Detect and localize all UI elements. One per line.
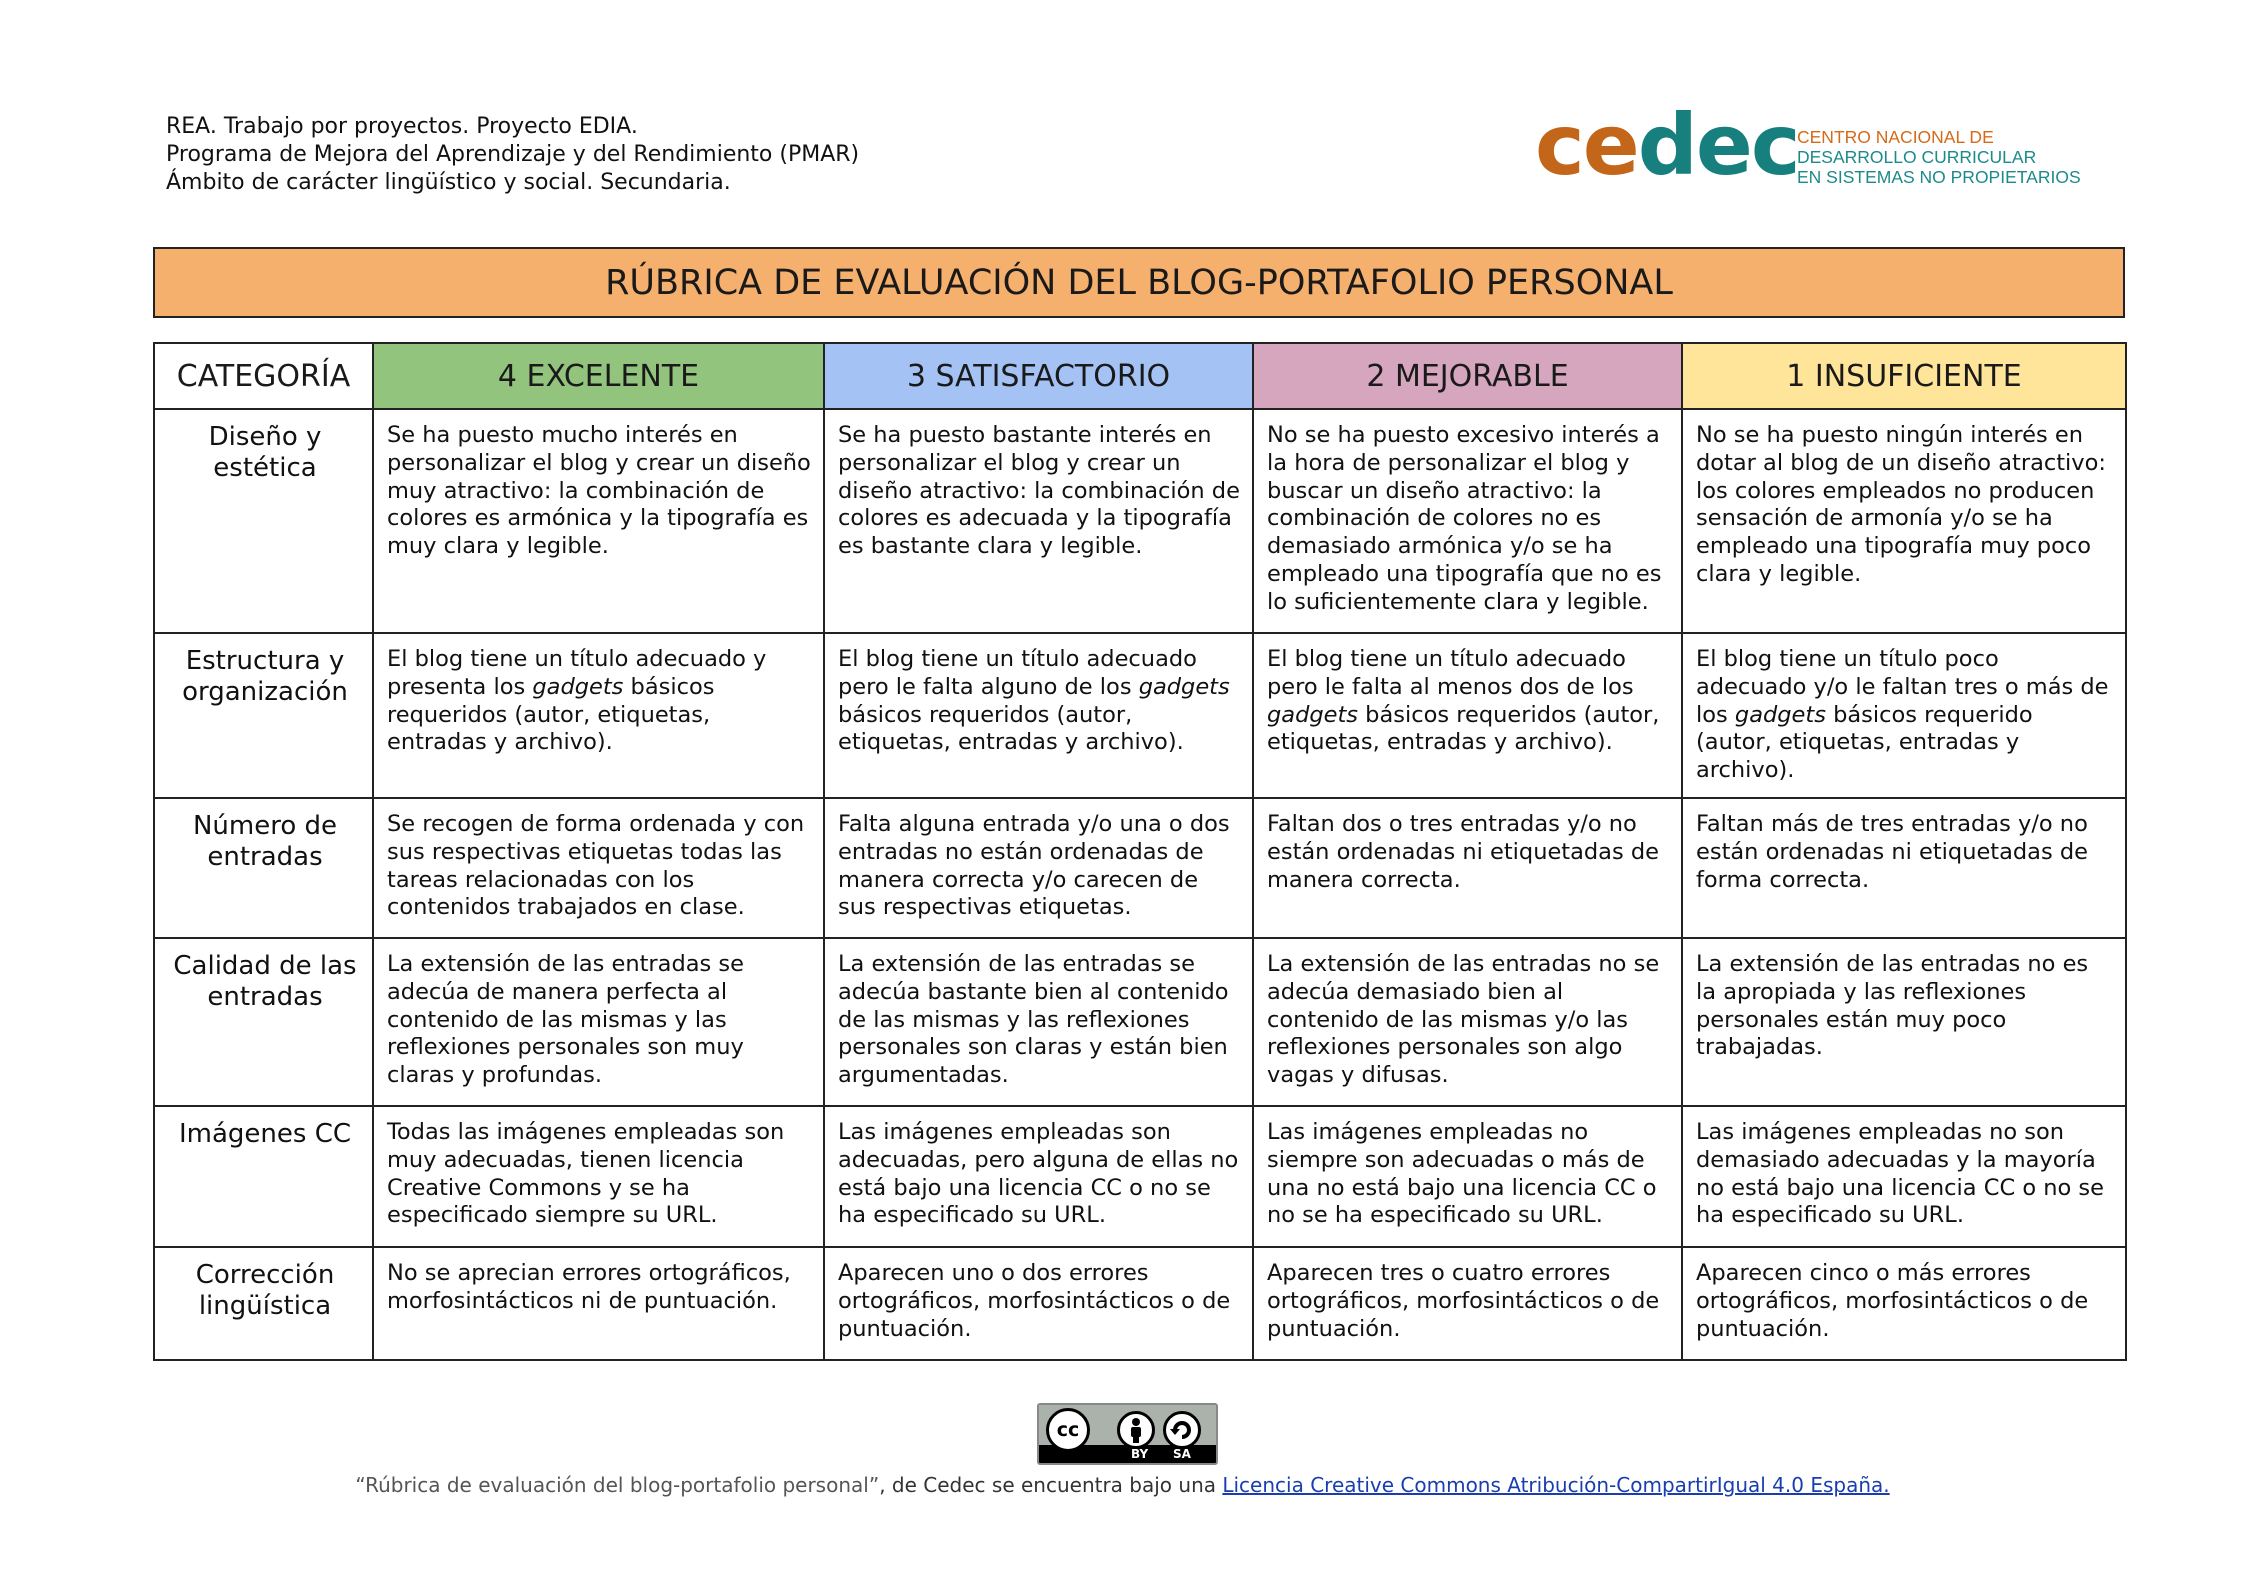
descriptor-cell: Aparecen uno o dos errores ortográficos, morfosintácticos o de puntuación. (824, 1247, 1253, 1360)
badge-by-label: BY (1131, 1447, 1149, 1461)
header-mejorable: 2 MEJORABLE (1253, 343, 1682, 409)
attribution-icon (1117, 1411, 1155, 1449)
category-cell: Estructura y organización (154, 633, 373, 798)
cedec-wordmark: cedec (1535, 96, 1799, 194)
descriptor-cell: Faltan más de tres entradas y/o no están ordenadas ni etiquetadas de forma correcta. (1682, 798, 2126, 938)
table-row (154, 938, 2126, 1106)
descriptor-cell: Las imágenes empleadas son adecuadas, pero alguna de ellas no está bajo una licencia CC o no se ha especificado su URL. (824, 1106, 1253, 1247)
descriptor-cell: El blog tiene un título adecuado pero le falta al menos dos de los gadgets básicos requeridos (autor, etiquetas, entradas y archivo). (1253, 633, 1682, 798)
header-line-1: REA. Trabajo por proyectos. Proyecto EDIA. (166, 114, 638, 139)
descriptor-cell: La extensión de las entradas no se adecúa demasiado bien al contenido de las mismas y/o las reflexiones personales son algo vagas y difusas. (1253, 938, 1682, 1106)
table-row (154, 409, 2126, 633)
descriptor-cell: El blog tiene un título adecuado y presenta los gadgets básicos requeridos (autor, etiquetas, entradas y archivo). (373, 633, 824, 798)
license-middle-text: , de Cedec se encuentra bajo una (879, 1473, 1223, 1497)
work-title: “Rúbrica de evaluación del blog-portafolio personal” (355, 1473, 880, 1497)
header-excelente: 4 EXCELENTE (373, 343, 824, 409)
cedec-subtitle: CENTRO NACIONAL DE DESARROLLO CURRICULAR EN SISTEMAS NO PROPIETARIOS (1797, 127, 2081, 187)
license-link[interactable]: Licencia Creative Commons Atribución-CompartirIgual 4.0 España. (1222, 1473, 1890, 1497)
rubric-title: RÚBRICA DE EVALUACIÓN DEL BLOG-PORTAFOLIO PERSONAL (153, 247, 2125, 318)
category-cell: Número de entradas (154, 798, 373, 938)
descriptor-cell: Faltan dos o tres entradas y/o no están ordenadas ni etiquetadas de manera correcta. (1253, 798, 1682, 938)
descriptor-cell: El blog tiene un título adecuado pero le falta alguno de los gadgets básicos requeridos (autor, etiquetas, entradas y archivo). (824, 633, 1253, 798)
header-insuficiente: 1 INSUFICIENTE (1682, 343, 2126, 409)
document-header (166, 113, 859, 197)
license-footer (0, 1473, 2245, 1497)
table-row (154, 798, 2126, 938)
descriptor-cell: Se recogen de forma ordenada y con sus respectivas etiquetas todas las tareas relacionadas con los contenidos trabajados en clase. (373, 798, 824, 938)
category-cell: Diseño y estética (154, 409, 373, 633)
descriptor-cell: Se ha puesto mucho interés en personalizar el blog y crear un diseño muy atractivo: la combinación de colores es armónica y la tipografía es muy clara y legible. (373, 409, 824, 633)
header-line-2: Programa de Mejora del Aprendizaje y del Rendimiento (PMAR) (166, 142, 860, 167)
descriptor-cell: Falta alguna entrada y/o una o dos entradas no están ordenadas de manera correcta y/o carecen de sus respectivas etiquetas. (824, 798, 1253, 938)
table-row (154, 1247, 2126, 1360)
descriptor-cell: Las imágenes empleadas no siempre son adecuadas o más de una no está bajo una licencia CC o no se ha especificado su URL. (1253, 1106, 1682, 1247)
table-row (154, 633, 2126, 798)
descriptor-cell: No se ha puesto ningún interés en dotar al blog de un diseño atractivo: los colores empleados no producen sensación de armonía y/o se ha empleado una tipografía muy poco clara y legible. (1682, 409, 2126, 633)
header-satisfactorio: 3 SATISFACTORIO (824, 343, 1253, 409)
descriptor-cell: No se aprecian errores ortográficos, morfosintácticos ni de puntuación. (373, 1247, 824, 1360)
descriptor-cell: Aparecen tres o cuatro errores ortográficos, morfosintácticos o de puntuación. (1253, 1247, 1682, 1360)
descriptor-cell: Las imágenes empleadas no son demasiado adecuadas y la mayoría no está bajo una licencia CC o no se ha especificado su URL. (1682, 1106, 2126, 1247)
table-row (154, 1106, 2126, 1247)
share-alike-icon (1163, 1411, 1201, 1449)
cc-icon: cc (1046, 1408, 1090, 1452)
descriptor-cell: Todas las imágenes empleadas son muy adecuadas, tienen licencia Creative Commons y se ha especificado siempre su URL. (373, 1106, 824, 1247)
cc-license-badge[interactable] (1037, 1403, 1218, 1465)
category-cell: Corrección lingüística (154, 1247, 373, 1360)
descriptor-cell: Aparecen cinco o más errores ortográficos, morfosintácticos o de puntuación. (1682, 1247, 2126, 1360)
descriptor-cell: La extensión de las entradas se adecúa bastante bien al contenido de las mismas y las reflexiones personales son claras y están bien argumentadas. (824, 938, 1253, 1106)
category-cell: Imágenes CC (154, 1106, 373, 1247)
descriptor-cell: Se ha puesto bastante interés en personalizar el blog y crear un diseño atractivo: la combinación de colores es adecuada y la tipografía es bastante clara y legible. (824, 409, 1253, 633)
badge-sa-label: SA (1173, 1447, 1191, 1461)
header-categoria: CATEGORÍA (154, 343, 373, 409)
rubric-table (153, 342, 2127, 1361)
descriptor-cell: El blog tiene un título poco adecuado y/o le faltan tres o más de los gadgets básicos requerido (autor, etiquetas, entradas y archivo). (1682, 633, 2126, 798)
header-line-3: Ámbito de carácter lingüístico y social. Secundaria. (166, 170, 731, 195)
descriptor-cell: La extensión de las entradas se adecúa de manera perfecta al contenido de las mismas y las reflexiones personales son muy claras y profundas. (373, 938, 824, 1106)
header-row (154, 343, 2126, 409)
category-cell: Calidad de las entradas (154, 938, 373, 1106)
descriptor-cell: No se ha puesto excesivo interés a la hora de personalizar el blog y buscar un diseño atractivo: la combinación de colores no es demasiado armónica y/o se ha empleado una tipografía que no es lo suficientemente clara y legible. (1253, 409, 1682, 633)
descriptor-cell: La extensión de las entradas no es la apropiada y las reflexiones personales están muy poco trabajadas. (1682, 938, 2126, 1106)
